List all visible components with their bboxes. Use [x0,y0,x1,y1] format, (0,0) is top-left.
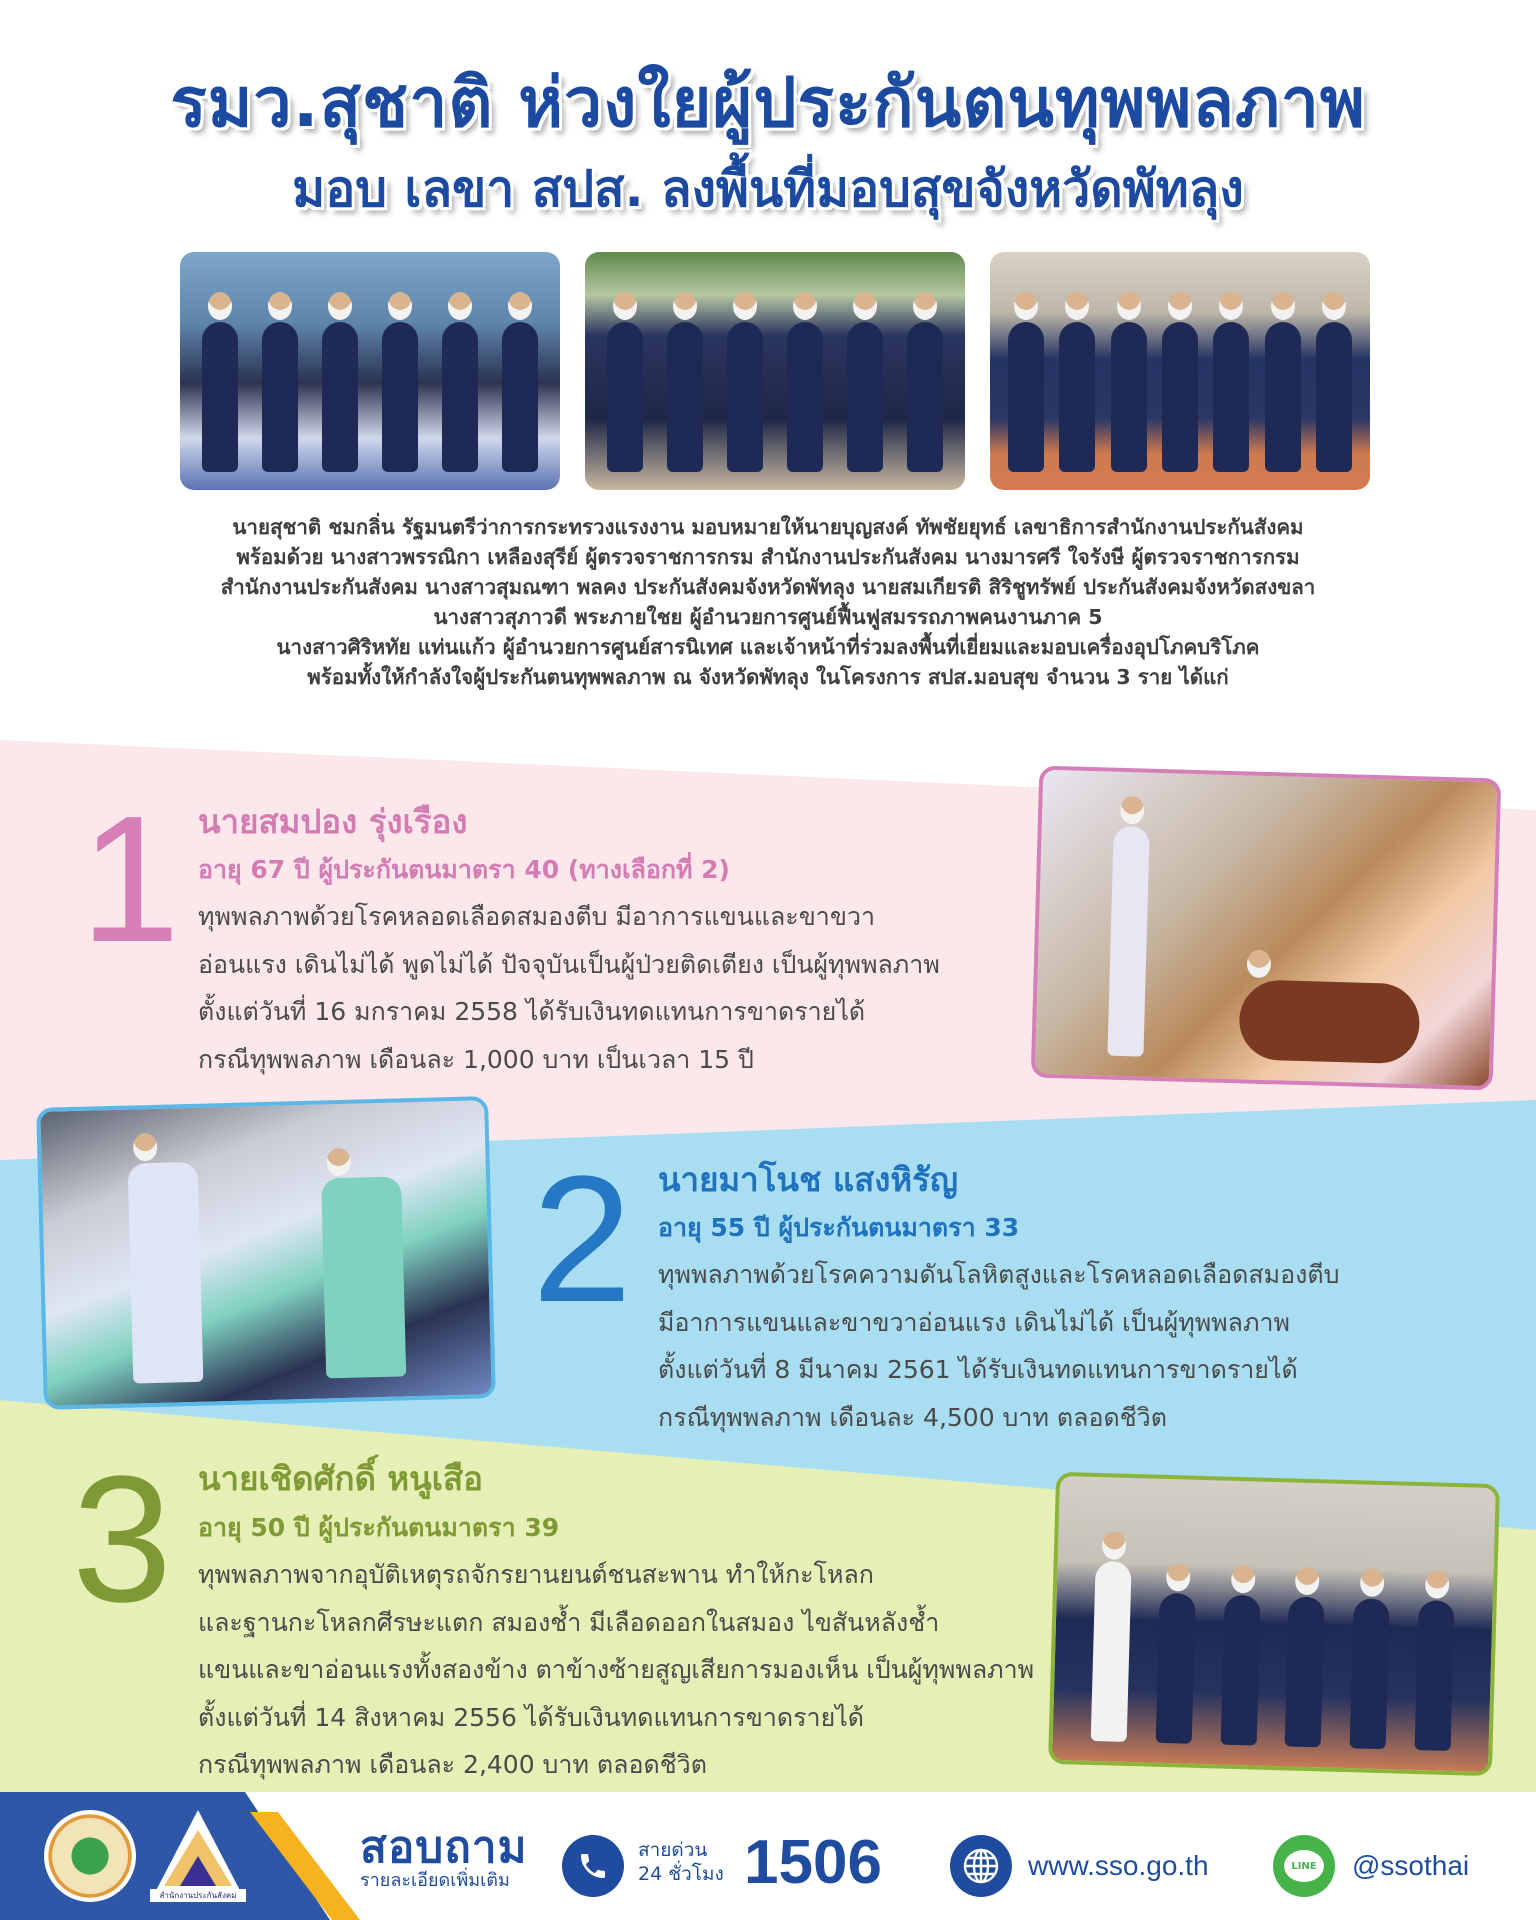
inquiry-title: สอบถาม [360,1822,528,1873]
case-1-photo [1031,766,1502,1091]
case-body-line: กรณีทุพพลภาพ เดือนละ 1,000 บาท เป็นเวลา 15 ปี [198,1044,754,1074]
case-body-line: มีอาการแขนและขาขวาอ่อนแรง เดินไม่ได้ เป็นผู้ทุพพลภาพ [658,1307,1290,1337]
case-number: 2 [532,1139,633,1340]
globe-icon [950,1835,1012,1897]
case-3-photo [1048,1472,1500,1776]
case-body-line: แขนและขาอ่อนแรงทั้งสองข้าง ตาข้างซ้ายสูญเสียการมองเห็น เป็นผู้ทุพพลภาพ [198,1655,1035,1684]
case-body-line: ทุพพลภาพด้วยโรคความดันโลหิตสูงและโรคหลอดเลือดสมองตีบ [658,1260,1340,1289]
headline-subtitle: มอบ เลขา สปส. ลงพื้นที่มอบสุขจังหวัดพัทลุง [292,160,1244,218]
case-body-line: และฐานกะโหลกศีรษะแตก สมองช้ำ มีเลือดออกในสมอง ไขสันหลังช้ำ [198,1607,940,1637]
case-subtitle: อายุ 67 ปี ผู้ประกันตนมาตรา 40 (ทางเลือกที่ 2) [198,855,730,884]
intro-line: นางสาวศิริหทัย แท่นแก้ว ผู้อำนวยการศูนย์สารนิเทศ และเจ้าหน้าที่ร่วมลงพื้นที่เยี่ยมและมอบเครื่องอุปโภคบริโภค [276,635,1260,659]
case-body-line: กรณีทุพพลภาพ เดือนละ 4,500 บาท ตลอดชีวิต [658,1402,1167,1432]
case-body-line: ทุพพลภาพจากอุบัติเหตุรถจักรยานยนต์ชนสะพาน ทำให้กะโหลก [198,1560,874,1589]
case-body-line: ทุพพลภาพด้วยโรคหลอดเลือดสมองตีบ มีอาการแขนและขาขวา [198,902,876,931]
top-photo-strip [180,252,1370,490]
intro-line: พร้อมทั้งให้กำลังใจผู้ประกันตนทุพพลภาพ ณ จังหวัดพัทลุง ในโครงการ สปส.มอบสุข จำนวน 3 ราย ได้แก่ [307,665,1229,689]
intro-line: นายสุชาติ ชมกลิ่น รัฐมนตรีว่าการกระทรวงแรงงาน มอบหมายให้นายบุญสงค์ ทัพชัยยุทธ์ เลขาธิการสำนักงานประกันสังคม [232,515,1304,539]
case-body [658,1251,1339,1441]
hotline-label-line: 24 ชั่วโมง [638,1863,724,1885]
case-name: นายสมปอง รุ่งเรือง [198,802,468,841]
case-subtitle: อายุ 50 ปี ผู้ประกันตนมาตรา 39 [198,1513,560,1542]
case-body [198,1551,1034,1789]
case-body-line: ตั้งแต่วันที่ 14 สิงหาคม 2556 ได้รับเงินทดแทนการขาดรายได้ [198,1702,865,1732]
case-body-line: ตั้งแต่วันที่ 8 มีนาคม 2561 ได้รับเงินทดแทนการขาดรายได้ [658,1355,1298,1384]
hotline-number[interactable]: 1506 [744,1828,882,1897]
sso-logo-caption: สำนักงานประกันสังคม [150,1889,246,1902]
ministry-of-labour-seal-icon [44,1810,136,1902]
headline-title: รมว.สุชาติ ห่วงใยผู้ประกันตนทุพพลภาพ [170,64,1366,143]
top-photo-3 [990,252,1370,490]
intro-line: พร้อมด้วย นางสาวพรรณิกา เหลืองสุรีย์ ผู้ตรวจราชการกรม สำนักงานประกันสังคม นางมารศรี ใจรังษี ผู้ตรวจราชการกรม [236,545,1300,569]
case-body-line: อ่อนแรง เดินไม่ได้ พูดไม่ได้ ปัจจุบันเป็นผู้ป่วยติดเตียง เป็นผู้ทุพพลภาพ [198,949,940,979]
case-2-photo [36,1096,496,1410]
case-subtitle: อายุ 55 ปี ผู้ประกันตนมาตรา 33 [658,1213,1020,1242]
inquiry-subtitle: รายละเอียดเพิ่มเติม [360,1870,510,1891]
hotline-label [638,1838,724,1886]
line-id-link[interactable]: @ssothai [1352,1850,1470,1881]
line-badge: LINE [1284,1850,1324,1882]
case-number: 3 [72,1439,173,1640]
case-name: นายเชิดศักดิ์ หนูเสือ [198,1459,483,1498]
line-app-icon [1273,1835,1335,1897]
case-body-line: ตั้งแต่วันที่ 16 มกราคม 2558 ได้รับเงินทดแทนการขาดรายได้ [198,997,866,1026]
case-name: นายมาโนช แสงหิรัญ [658,1160,958,1199]
top-photo-1 [180,252,560,490]
inquiry-block [360,1822,528,1892]
phone-icon [562,1835,624,1897]
case-body-line: กรณีทุพพลภาพ เดือนละ 2,400 บาท ตลอดชีวิต [198,1750,707,1779]
hotline-label-line: สายด่วน [638,1839,708,1861]
intro-line: สำนักงานประกันสังคม นางสาวสุมณฑา พลคง ประกันสังคมจังหวัดพัทลุง นายสมเกียรติ สิริชูทรัพย์ ประกันสังคมจังหวัดสงขลา [220,575,1316,599]
top-photo-2 [585,252,965,490]
website-link[interactable]: www.sso.go.th [1028,1850,1209,1881]
intro-line: นางสาวสุภาวดี พระภายใชย ผู้อำนวยการศูนย์ฟื้นฟูสมรรถภาพคนงานภาค 5 [433,605,1103,629]
case-body [198,893,940,1083]
sso-logo-icon [150,1810,246,1902]
intro-paragraph [60,512,1476,692]
case-number: 1 [80,779,181,980]
